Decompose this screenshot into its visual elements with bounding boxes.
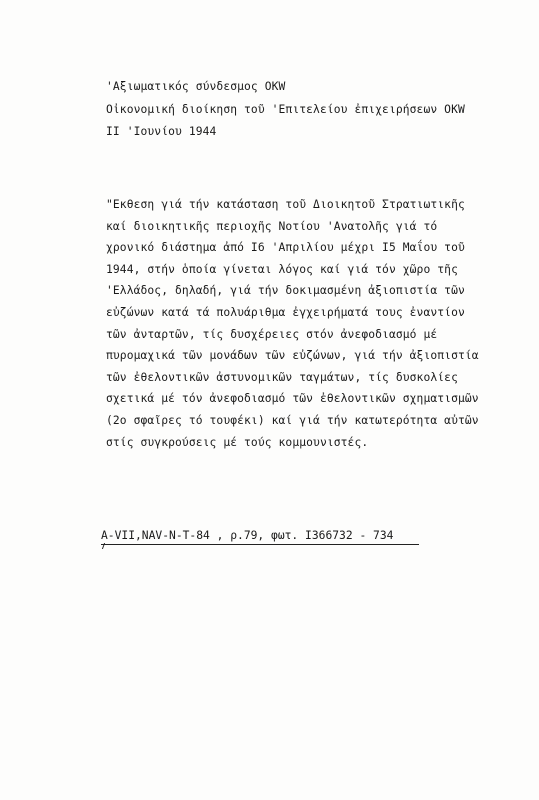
body-line: "Εκθεση γιά τήν κατάσταση τοῦ Διοικητοῦ Στρατιωτικῆς xyxy=(106,198,465,211)
body-line: 'Ελλάδος, δηλαδή, γιά τήν δοκιμασμένη ἀξιοπιστία τῶν xyxy=(106,284,465,298)
body-line: χρονικό διάστημα ἀπό I6 'Απριλίου μέχρι I5 Μαΐου τοῦ xyxy=(106,241,465,255)
archive-reference xyxy=(101,524,431,546)
header-line-sender: 'Αξιωματικός σύνδεσμος OKW xyxy=(106,80,286,93)
body-line: εὐζώνων κατά τά πολυάριθμα ἐγχειρήματά τους ἐναντίον xyxy=(106,305,465,319)
body-line: στίς συγκρούσεις μέ τούς κομμουνιστές. xyxy=(106,435,369,449)
body-line: πυρομαχικά τῶν μονάδων τῶν εὐζώνων, γιά τήν ἀξιοπιστία xyxy=(106,349,479,363)
archive-reference-text: A-VII,NAV-N-T-84 , ρ.79, φωτ. I366732 - 734 xyxy=(101,529,394,542)
reference-underline xyxy=(101,544,419,545)
body-line: 1944, στήν ὁποία γίνεται λόγος καί γιά τόν χῶρο τῆς xyxy=(106,262,458,276)
reference-underline-tick xyxy=(102,543,109,549)
body-line: τῶν ἐθελοντικῶν ἀστυνομικῶν ταγμάτων, τίς δυσκολίες xyxy=(106,370,458,384)
body-line: σχετικά μέ τόν ἀνεφοδιασμό τῶν ἐθελοντικῶν σχηματισμῶν xyxy=(106,392,479,406)
header-line-date: II 'Ιουνίου 1944 xyxy=(106,125,217,138)
header-line-department: Οἰκονομική διοίκηση τοῦ 'Επιτελείου ἐπιχειρήσεων OKW xyxy=(106,102,465,116)
document-body xyxy=(106,194,531,453)
body-line: τῶν ἀνταρτῶν, τίς δυσχέρειες στόν ἀνεφοδιασμό μέ xyxy=(106,327,438,341)
document-header xyxy=(106,76,526,144)
body-line: καί διοικητικῆς περιοχῆς Νοτίου 'Ανατολῆς γιά τό xyxy=(106,219,438,233)
body-line: (2ο σφαῖρες τό τουφέκι) καί γιά τήν κατωτερότητα αὐτῶν xyxy=(106,413,479,427)
